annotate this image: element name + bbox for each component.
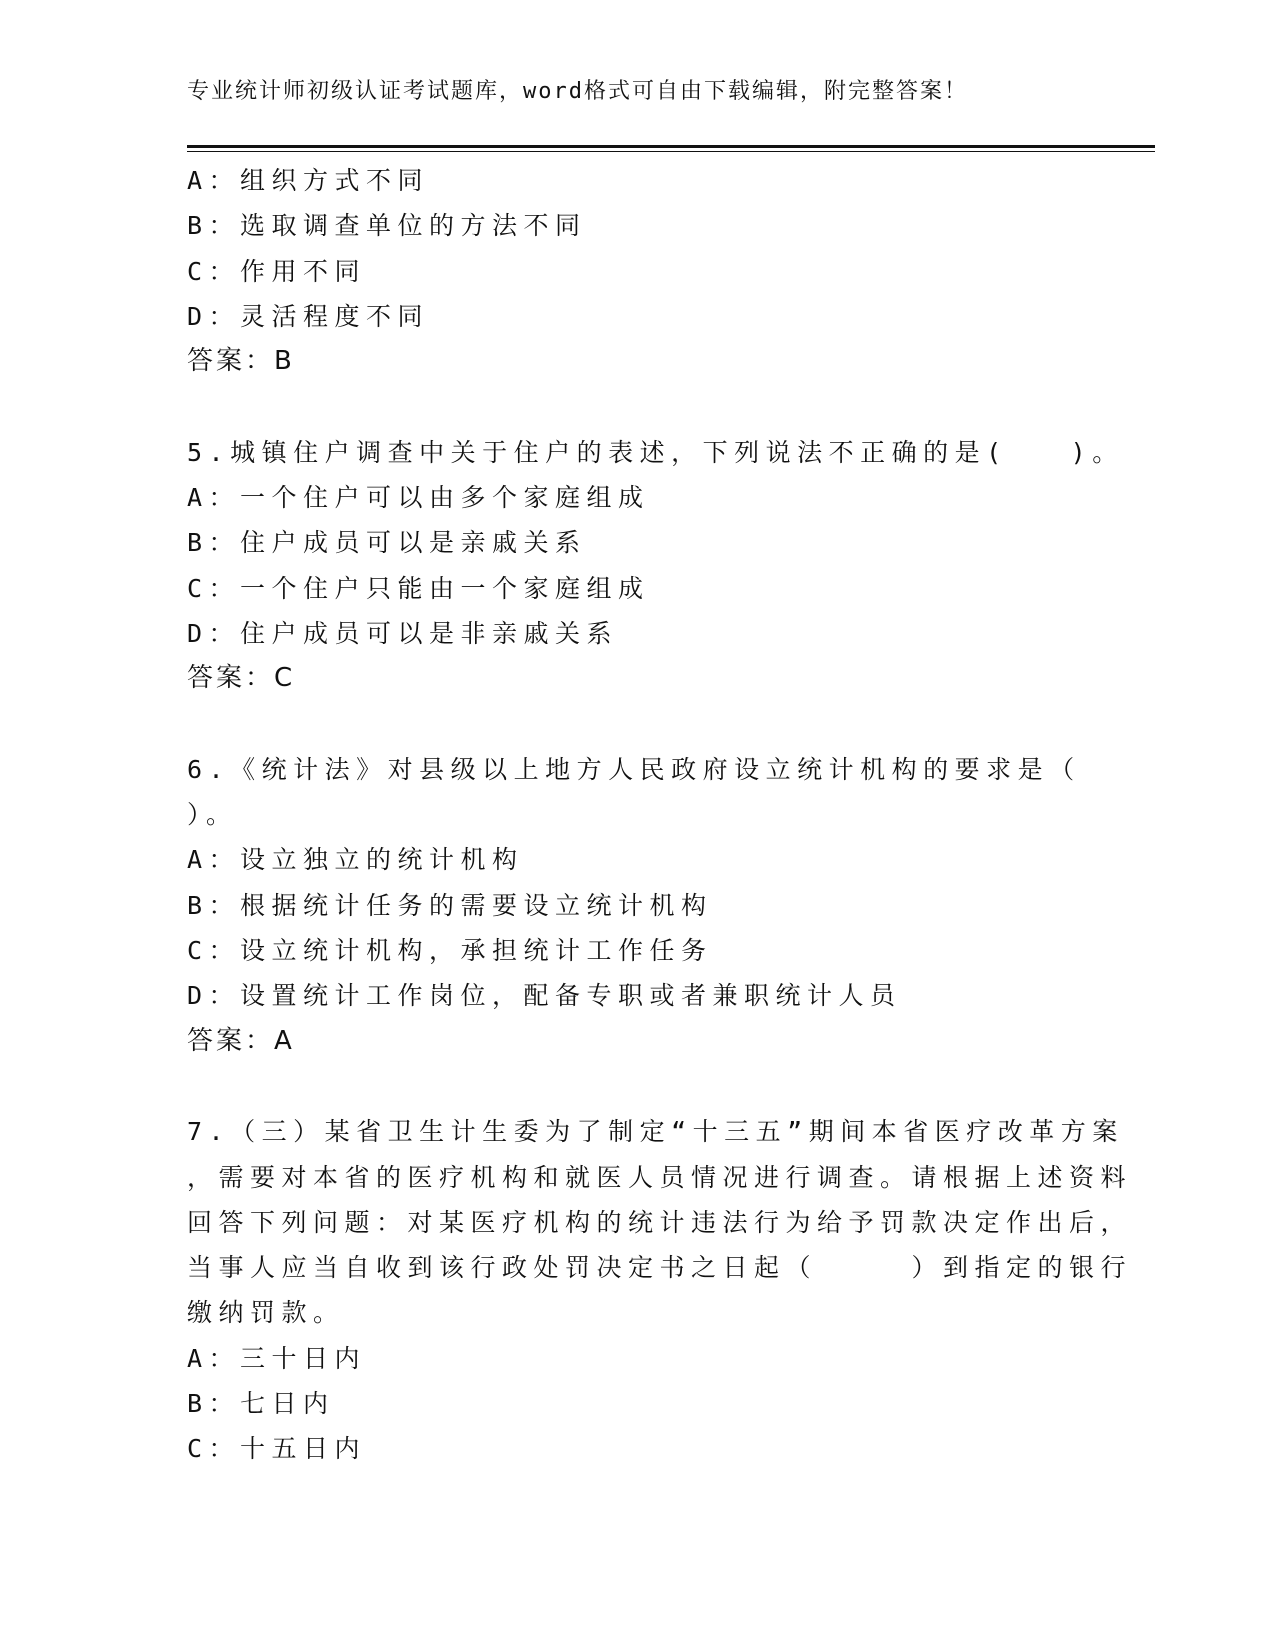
option-c: C：十五日内 <box>187 1434 367 1464</box>
option-a: A：一个住户可以由多个家庭组成 <box>187 483 650 513</box>
question-list <box>187 158 1133 1472</box>
answer: 答案：A <box>187 1025 295 1056</box>
option-c: C：作用不同 <box>187 256 367 286</box>
question-stem: ）。 <box>187 800 238 830</box>
option-b: B：根据统计任务的需要设立统计机构 <box>187 890 713 920</box>
question-stem: 5.城镇住户调查中关于住户的表述，下列说法不正确的是( )。 <box>187 437 1124 467</box>
header-rule-thick <box>187 145 1155 148</box>
question-4 <box>187 158 1087 384</box>
question-stem: 当事人应当自收到该行政处罚决定书之日起（ ）到指定的银行 <box>187 1253 1133 1283</box>
option-c: C：设立统计机构，承担统计工作任务 <box>187 936 713 966</box>
option-a: A：设立独立的统计机构 <box>187 845 524 875</box>
option-a: A：三十日内 <box>187 1343 367 1373</box>
option-b: B：住户成员可以是亲戚关系 <box>187 528 587 558</box>
answer: 答案：B <box>187 346 295 377</box>
page-header: 专业统计师初级认证考试题库，word格式可自由下载编辑，附完整答案！ <box>187 79 968 104</box>
option-d: D：住户成员可以是非亲戚关系 <box>187 618 619 648</box>
question-stem: 7.（三）某省卫生计生委为了制定“十三五”期间本省医疗改革方案 <box>187 1117 1124 1147</box>
answer: 答案：C <box>187 663 296 694</box>
question-stem: 缴纳罚款。 <box>187 1298 345 1328</box>
option-b: B：七日内 <box>187 1389 335 1419</box>
option-d: D：灵活程度不同 <box>187 301 430 331</box>
question-6 <box>187 747 1087 1064</box>
option-d: D：设置统计工作岗位，配备专职或者兼职统计人员 <box>187 981 902 1011</box>
option-b: B：选取调查单位的方法不同 <box>187 211 587 241</box>
question-7 <box>187 1109 1133 1471</box>
question-stem: ，需要对本省的医疗机构和就医人员情况进行调查。请根据上述资料 <box>187 1162 1133 1192</box>
question-5 <box>187 430 1124 702</box>
option-a: A：组织方式不同 <box>187 166 430 195</box>
header-rule-thin <box>187 151 1155 152</box>
question-stem: 回答下列问题：对某医疗机构的统计违法行为给予罚款决定作出后， <box>187 1207 1133 1237</box>
option-c: C：一个住户只能由一个家庭组成 <box>187 573 650 603</box>
question-stem: 6.《统计法》对县级以上地方人民政府设立统计机构的要求是（ <box>187 754 1081 784</box>
